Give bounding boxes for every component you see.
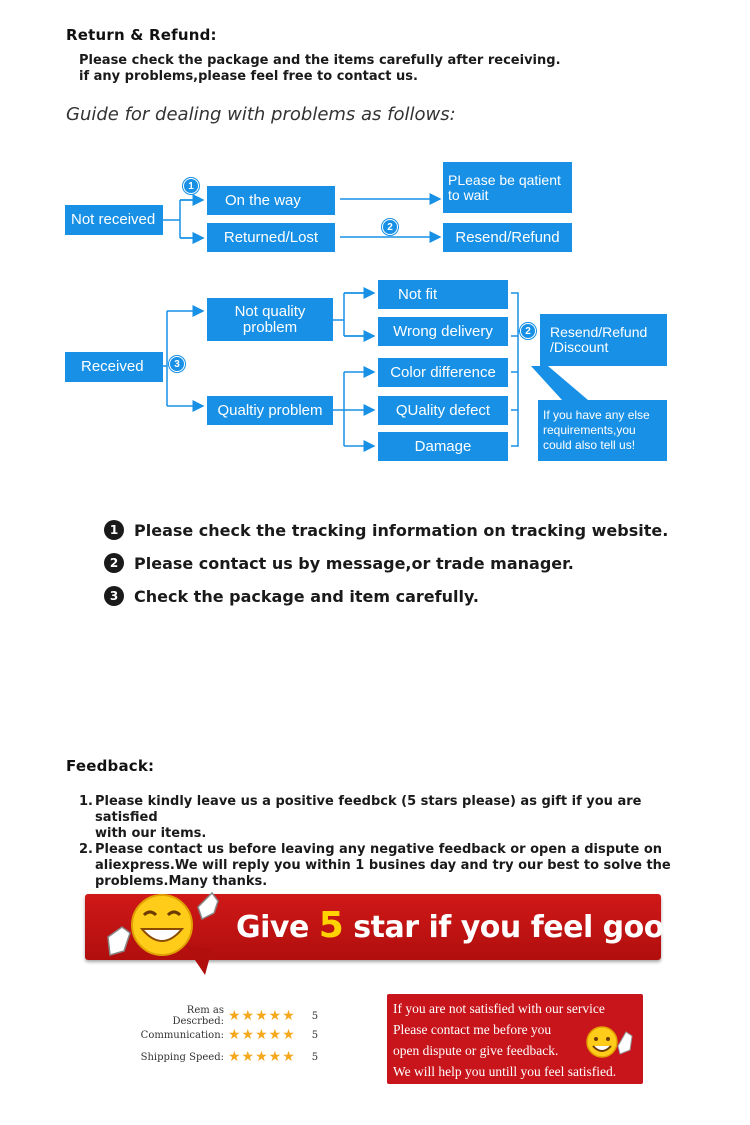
- satisfaction-line-2: Please contact me before you: [393, 1022, 552, 1037]
- box-quality-problem: Qualtiy problem: [207, 396, 333, 425]
- note-3: [104, 586, 479, 606]
- thumbs-up-smiley-icon: [100, 885, 230, 975]
- rating-row-described: [140, 1005, 340, 1027]
- note-2-text: Please contact us by message,or trade manager.: [134, 553, 574, 573]
- box-damage: Damage: [378, 432, 508, 461]
- banner-rest: star if you feel good!: [353, 910, 699, 945]
- smiley-thumbs-icon: [580, 1022, 636, 1062]
- rating-stars-icon: ★★★★★: [228, 1027, 296, 1043]
- feedback-item-1-number: 1.: [79, 794, 93, 809]
- rating-row-communication: [140, 1027, 340, 1043]
- box-received: Received: [65, 352, 163, 382]
- note-1-text: Please check the tracking information on tracking website.: [134, 520, 669, 540]
- feedback-item-2-number: 2.: [79, 842, 93, 857]
- feedback-item-1-line-a: Please kindly leave us a positive feedbck (5 stars please) as gift if you are satisfied: [95, 794, 642, 825]
- box-wrong-delivery: Wrong delivery: [378, 317, 508, 346]
- rating-score: 5: [311, 1051, 319, 1063]
- feedback-item-2-line-c: problems.Many thanks.: [95, 874, 268, 889]
- feedback-item-1-line-b: with our items.: [95, 826, 207, 841]
- box-please-wait: [443, 162, 572, 213]
- feedback-item-1: [79, 794, 699, 842]
- resend-discount-line-2: /Discount: [550, 339, 609, 355]
- note-2-number: 2: [104, 553, 124, 573]
- box-returned-lost: Returned/Lost: [207, 223, 335, 252]
- satisfaction-line-3: open dispute or give feedback.: [393, 1043, 559, 1058]
- please-wait-line-2: to wait: [448, 186, 489, 203]
- else-line-1: If you have any else: [543, 408, 650, 422]
- note-1: [104, 520, 668, 540]
- return-refund-heading: Return & Refund:: [66, 26, 217, 44]
- feedback-heading: Feedback:: [66, 757, 155, 775]
- else-line-3: could also tell us!: [543, 438, 636, 452]
- note-3-text: Check the package and item carefully.: [134, 586, 480, 606]
- box-not-fit: Not fit: [378, 280, 508, 309]
- banner-give: Give: [236, 910, 309, 945]
- not-quality-line-2: problem: [242, 318, 298, 336]
- box-resend-discount: [540, 314, 667, 366]
- else-line-2: requirements,you: [543, 423, 636, 437]
- rating-label: Shipping Speed:: [140, 1051, 224, 1063]
- feedback-item-2-line-a: Please contact us before leaving any negative feedback or open a dispute on: [95, 842, 663, 857]
- rating-stars-icon: ★★★★★: [228, 1008, 296, 1024]
- banner-five: 5: [318, 905, 344, 946]
- box-color-difference: Color difference: [378, 358, 508, 387]
- rating-score: 5: [311, 1029, 319, 1041]
- note-3-number: 3: [104, 586, 124, 606]
- rating-stars-icon: ★★★★★: [228, 1049, 296, 1065]
- feedback-list: [79, 794, 699, 890]
- guide-title: Guide for dealing with problems as follows:: [66, 104, 456, 125]
- step-2-badge: 2: [382, 219, 398, 235]
- please-wait-line-1: PLease be qatient: [448, 171, 561, 188]
- rating-label: Rem as Descrbed:: [172, 1005, 224, 1027]
- rating-score: 5: [311, 1010, 319, 1022]
- step-2-badge-right: 2: [520, 323, 536, 339]
- banner-text: [236, 905, 698, 946]
- box-quality-defect: QUality defect: [378, 396, 508, 425]
- box-else-requirements: [538, 400, 667, 461]
- box-not-quality-problem: [207, 298, 333, 341]
- feedback-item-2: [79, 842, 699, 890]
- note-2: [104, 553, 574, 573]
- resend-discount-line-1: Resend/Refund: [550, 324, 648, 340]
- intro-line-2: if any problems,please feel free to contact us.: [79, 69, 418, 84]
- rating-label: Communication:: [140, 1029, 224, 1041]
- step-1-badge: 1: [183, 178, 199, 194]
- satisfaction-line-1: If you are not satisfied with our service: [393, 1001, 605, 1016]
- box-resend-refund: Resend/Refund: [443, 223, 572, 252]
- box-on-the-way: On the way: [207, 186, 335, 215]
- note-1-number: 1: [104, 520, 124, 540]
- intro-line-1: Please check the package and the items carefully after receiving.: [79, 53, 561, 68]
- satisfaction-line-4: We will help you untill you feel satisfied.: [393, 1064, 617, 1079]
- not-quality-line-1: Not quality: [234, 302, 306, 320]
- step-3-badge: 3: [169, 356, 185, 372]
- feedback-item-2-line-b: aliexpress.We will reply you within 1 busines day and try our best to solve the: [95, 858, 671, 873]
- rating-row-shipping: [140, 1049, 340, 1065]
- box-not-received: Not received: [65, 205, 163, 235]
